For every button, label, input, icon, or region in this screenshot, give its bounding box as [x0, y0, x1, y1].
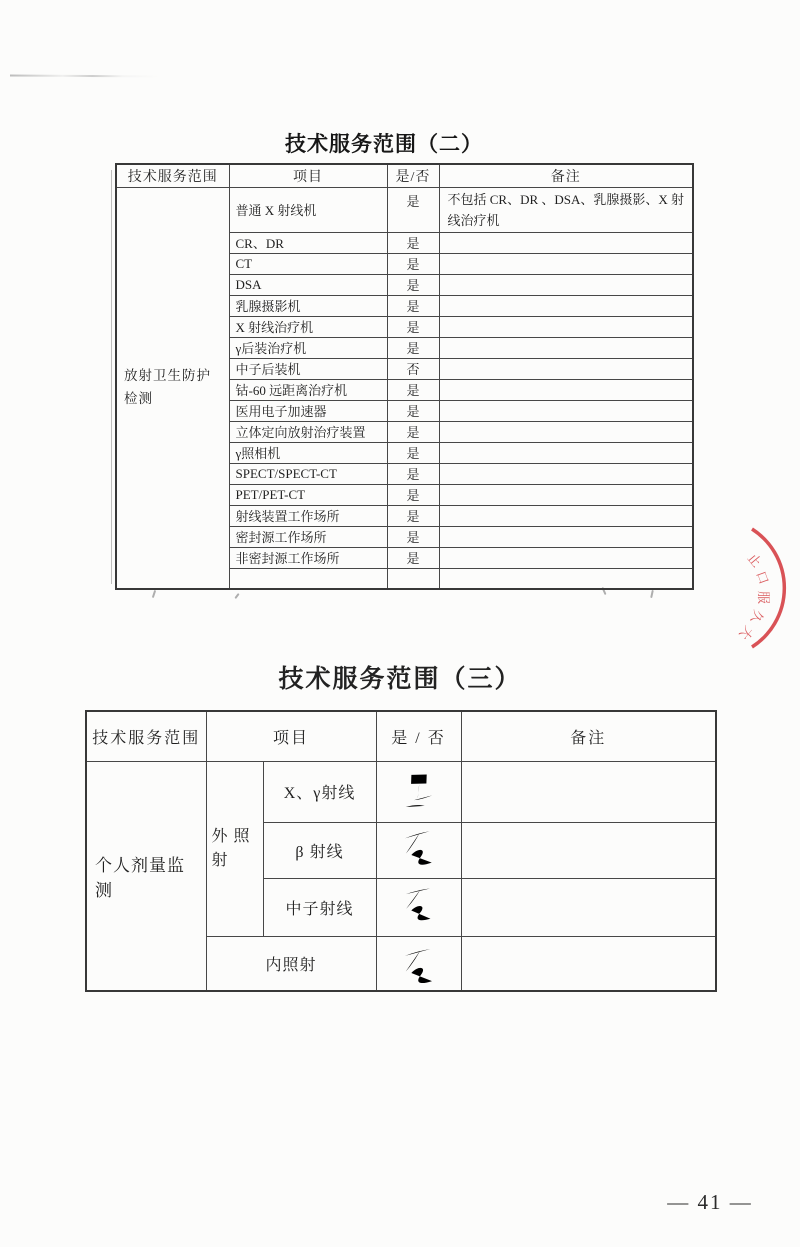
remark-cell	[439, 253, 693, 274]
remark-cell	[461, 878, 716, 936]
remark-cell	[461, 761, 716, 822]
remark-cell	[439, 442, 693, 463]
answer-cell: 是	[387, 526, 439, 547]
header-scope: 技术服务范围	[116, 164, 229, 188]
table-row	[116, 188, 693, 233]
answer-cell: 是	[387, 484, 439, 505]
answer-cell: 是	[387, 421, 439, 442]
page-number: — 41 —	[667, 1190, 753, 1214]
handwritten-no-mark	[399, 942, 438, 990]
header-remark: 备注	[461, 711, 716, 761]
answer-cell: 是	[387, 295, 439, 316]
answer-cell: 是	[387, 253, 439, 274]
answer-cell: 是	[387, 505, 439, 526]
header-scope: 技术服务范围	[86, 711, 206, 761]
handwritten-yes-mark	[400, 769, 438, 818]
scope-cell: 个人剂量监测	[86, 761, 206, 991]
item-cell: 中子射线	[263, 878, 376, 936]
item-cell: DSA	[229, 274, 387, 295]
remark-cell	[439, 358, 693, 379]
pencil-mark	[152, 590, 156, 598]
seal-character: 服	[755, 591, 770, 605]
answer-cell: 是	[387, 188, 439, 233]
remark-cell	[439, 484, 693, 505]
section-title-2: 技术服务范围（二）	[285, 132, 483, 156]
item-cell: γ后装治疗机	[229, 337, 387, 358]
item-cell: 立体定向放射治疗装置	[229, 421, 387, 442]
handwritten-no-mark	[401, 882, 436, 929]
item-cell: CT	[229, 253, 387, 274]
item-cell: 乳腺摄影机	[229, 295, 387, 316]
remark-cell	[439, 400, 693, 421]
answer-cell: 是	[387, 232, 439, 253]
service-scope-table-2	[115, 163, 694, 590]
remark-cell: 不包括 CR、DR 、DSA、乳腺摄影、X 射线治疗机	[439, 188, 693, 233]
remark-cell	[461, 936, 716, 991]
answer-cell	[376, 822, 461, 878]
header-remark: 备注	[439, 164, 693, 188]
answer-cell: 是	[387, 400, 439, 421]
answer-cell: 是	[387, 274, 439, 295]
answer-cell: 是	[387, 463, 439, 484]
item-cell: PET/PET-CT	[229, 484, 387, 505]
item-cell: 内照射	[206, 936, 376, 991]
remark-cell	[439, 232, 693, 253]
header-item: 项目	[206, 711, 376, 761]
item-cell: 普通 X 射线机	[229, 188, 387, 233]
item-cell: 医用电子加速器	[229, 400, 387, 421]
item-cell: SPECT/SPECT-CT	[229, 463, 387, 484]
item-cell: γ照相机	[229, 442, 387, 463]
scan-smudge	[10, 74, 160, 77]
section-title-3: 技术服务范围（三）	[278, 664, 522, 693]
item-cell: 中子后装机	[229, 358, 387, 379]
item-cell: 射线装置工作场所	[229, 505, 387, 526]
answer-cell: 是	[387, 547, 439, 568]
scope-cell: 放射卫生防护检测	[116, 188, 229, 590]
item-cell: X、γ射线	[263, 761, 376, 822]
remark-cell	[439, 337, 693, 358]
header-yesno: 是/否	[387, 164, 439, 188]
item-cell: 非密封源工作场所	[229, 547, 387, 568]
item-cell	[229, 568, 387, 589]
external-exposure-cell: 外 照射	[206, 761, 263, 936]
red-seal-stamp-partial	[640, 508, 800, 658]
table-row	[86, 761, 716, 822]
remark-cell	[439, 379, 693, 400]
seal-character: 大	[735, 622, 756, 643]
remark-cell	[439, 295, 693, 316]
remark-cell	[461, 822, 716, 878]
service-scope-table-3	[85, 710, 717, 992]
seal-character: 久	[746, 607, 766, 625]
item-cell: β 射线	[263, 822, 376, 878]
remark-cell	[439, 421, 693, 442]
remark-cell	[439, 463, 693, 484]
answer-cell: 是	[387, 442, 439, 463]
answer-cell: 是	[387, 379, 439, 400]
header-yesno: 是 / 否	[376, 711, 461, 761]
table-header-row	[86, 711, 716, 761]
answer-cell	[376, 936, 461, 991]
header-item: 项目	[229, 164, 387, 188]
answer-cell	[376, 761, 461, 822]
scan-double-line-artifact	[111, 170, 112, 584]
answer-cell: 是	[387, 337, 439, 358]
seal-arc	[752, 529, 784, 647]
answer-cell	[376, 878, 461, 936]
answer-cell: 否	[387, 358, 439, 379]
pencil-mark	[234, 593, 239, 599]
table-header-row	[116, 164, 693, 188]
remark-cell	[439, 316, 693, 337]
seal-character: 口	[752, 569, 771, 587]
item-cell: 密封源工作场所	[229, 526, 387, 547]
answer-cell: 是	[387, 316, 439, 337]
answer-cell	[387, 568, 439, 589]
item-cell: X 射线治疗机	[229, 316, 387, 337]
item-cell: CR、DR	[229, 232, 387, 253]
item-cell: 钴-60 远距离治疗机	[229, 379, 387, 400]
handwritten-no-mark	[399, 824, 438, 874]
seal-character: 止	[743, 550, 764, 571]
remark-cell	[439, 274, 693, 295]
